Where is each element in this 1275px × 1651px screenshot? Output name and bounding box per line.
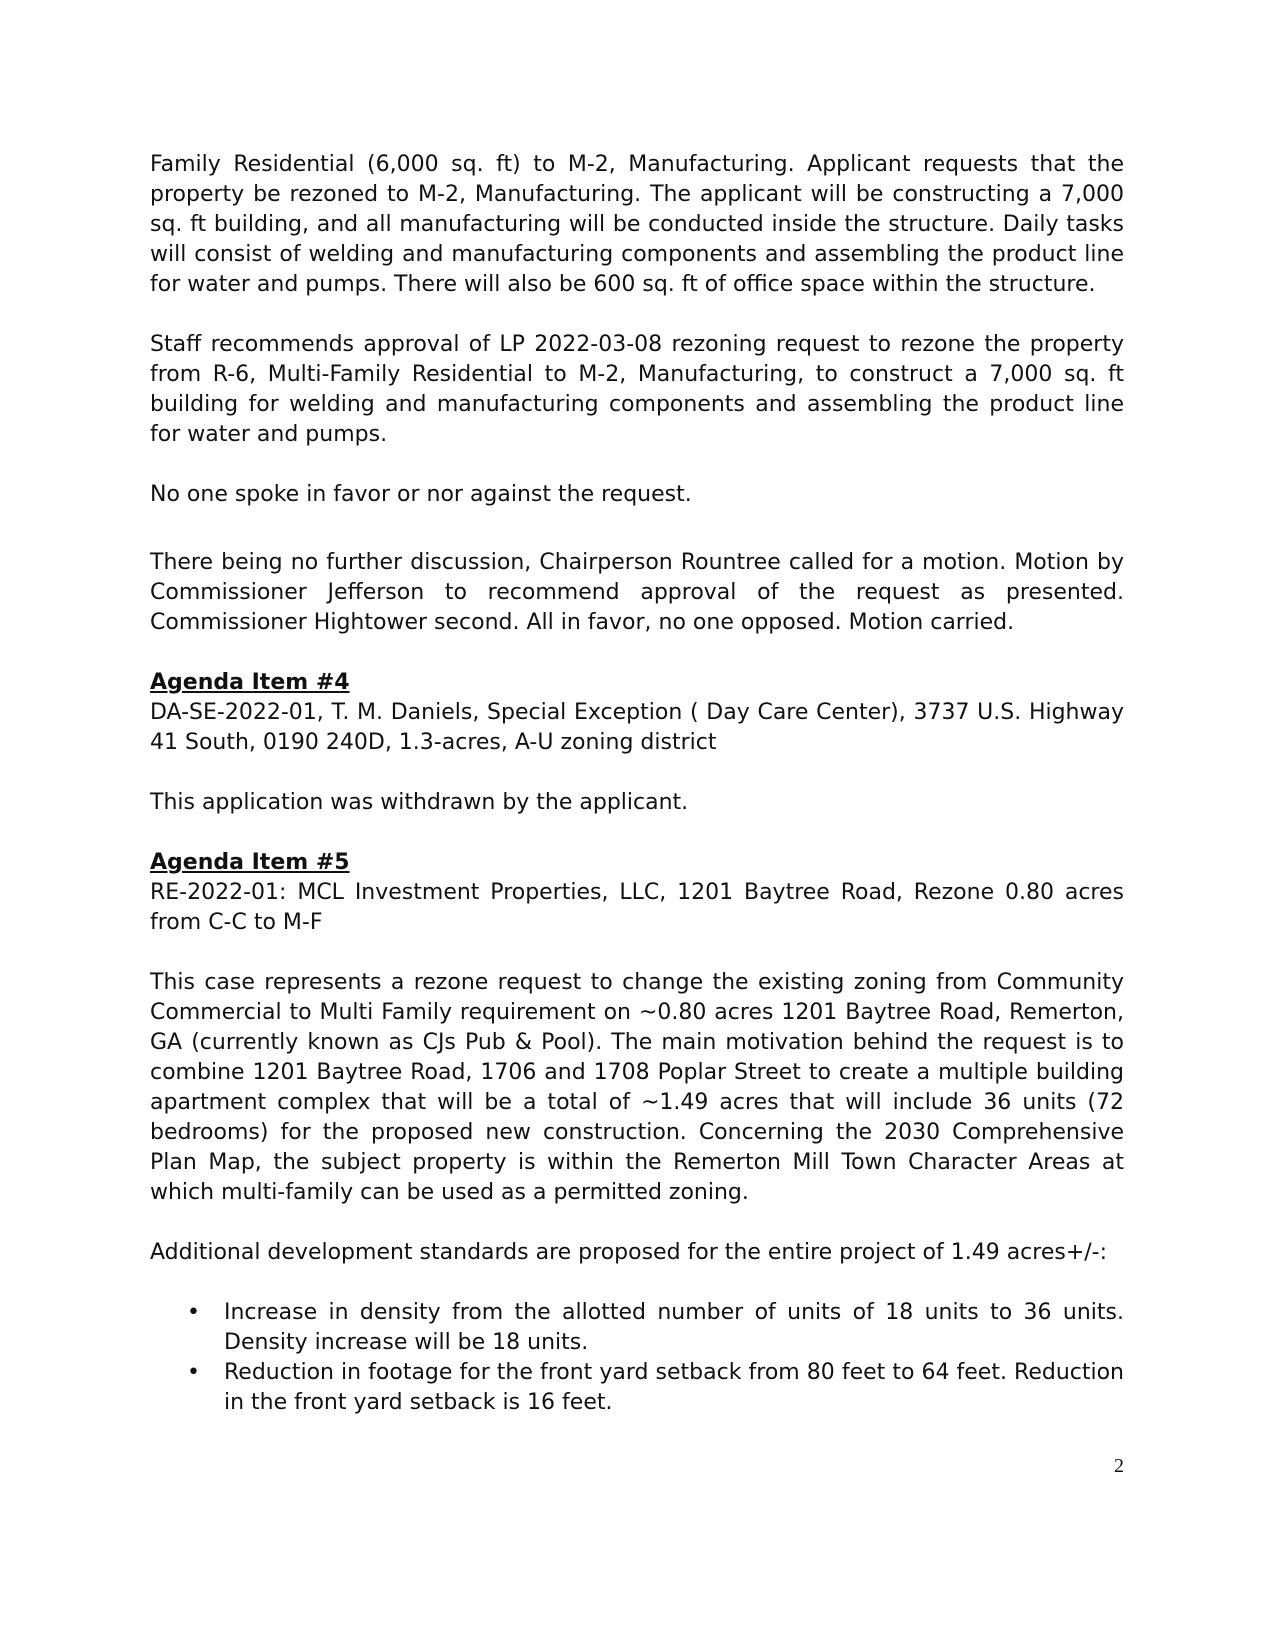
agenda-item-5-description: This case represents a rezone request to change the existing zoning from Community Commercial to Multi Family requirement on ~0.80 acres 1201 Baytree Road, Remerton, GA (currently known as CJs Pub & Pool). The main motivation behind the request is to combine 1201 Baytree Road, 1706 and 1708 Poplar Street to create a multiple building apartment complex that will be a total of ~1.49 acres that will include 36 units (72 bedrooms) for the proposed new construction. Concerning the 2030 Comprehensive Plan Map, the subject property is within the Remerton Mill Town Character Areas at which multi-family can be used as a permitted zoning. bbox=[150, 970, 1124, 1205]
agenda-item-5-case: RE-2022-01: MCL Investment Properties, LLC, 1201 Baytree Road, Rezone 0.80 acres from C-C to M-F bbox=[150, 880, 1124, 935]
bullet-icon: • bbox=[187, 1360, 200, 1385]
paragraph-public-comment: No one spoke in favor or nor against the request. bbox=[150, 482, 692, 507]
paragraph-motion: There being no further discussion, Chairperson Rountree called for a motion. Motion by Commissioner Jefferson to recommend approval of the request as presented. Commissioner Hightower second. All in favor, no one opposed. Motion carried. bbox=[150, 550, 1124, 635]
agenda-item-5-heading: Agenda Item #5 bbox=[150, 850, 350, 875]
list-item bbox=[150, 1358, 1124, 1418]
list-item-text: Reduction in footage for the front yard setback from 80 feet to 64 feet. Reduction in the front yard setback is 16 feet. bbox=[224, 1360, 1124, 1415]
agenda-item-4-heading: Agenda Item #4 bbox=[150, 670, 350, 695]
page-number: 2 bbox=[1114, 1455, 1124, 1477]
document-page bbox=[150, 150, 1124, 1418]
paragraph-rezoning-details: Family Residential (6,000 sq. ft) to M-2, Manufacturing. Applicant requests that the property be rezoned to M-2, Manufacturing. The applicant will be constructing a 7,000 sq. ft building, and all manufacturing will be conducted inside the structure. Daily tasks will consist of welding and manufacturing components and assembling the product line for water and pumps. There will also be 600 sq. ft of office space within the structure. bbox=[150, 152, 1124, 297]
paragraph-staff-recommendation: Staff recommends approval of LP 2022-03-08 rezoning request to rezone the property from R-6, Multi-Family Residential to M-2, Manufacturing, to construct a 7,000 sq. ft building for welding and manufacturing components and assembling the product line for water and pumps. bbox=[150, 332, 1124, 447]
bullet-icon: • bbox=[187, 1300, 200, 1325]
agenda-item-5-standards-intro: Additional development standards are proposed for the entire project of 1.49 acres+/-: bbox=[150, 1240, 1108, 1265]
standards-list bbox=[150, 1298, 1124, 1418]
agenda-item-4 bbox=[150, 668, 1124, 818]
list-item-text: Increase in density from the allotted number of units of 18 units to 36 units. Density increase will be 18 units. bbox=[224, 1300, 1124, 1355]
agenda-item-4-case: DA-SE-2022-01, T. M. Daniels, Special Exception ( Day Care Center), 3737 U.S. Highway 41 South, 0190 240D, 1.3-acres, A-U zoning district bbox=[150, 700, 1124, 755]
agenda-item-4-note: This application was withdrawn by the applicant. bbox=[150, 790, 689, 815]
agenda-item-5 bbox=[150, 848, 1124, 1418]
list-item bbox=[150, 1298, 1124, 1358]
